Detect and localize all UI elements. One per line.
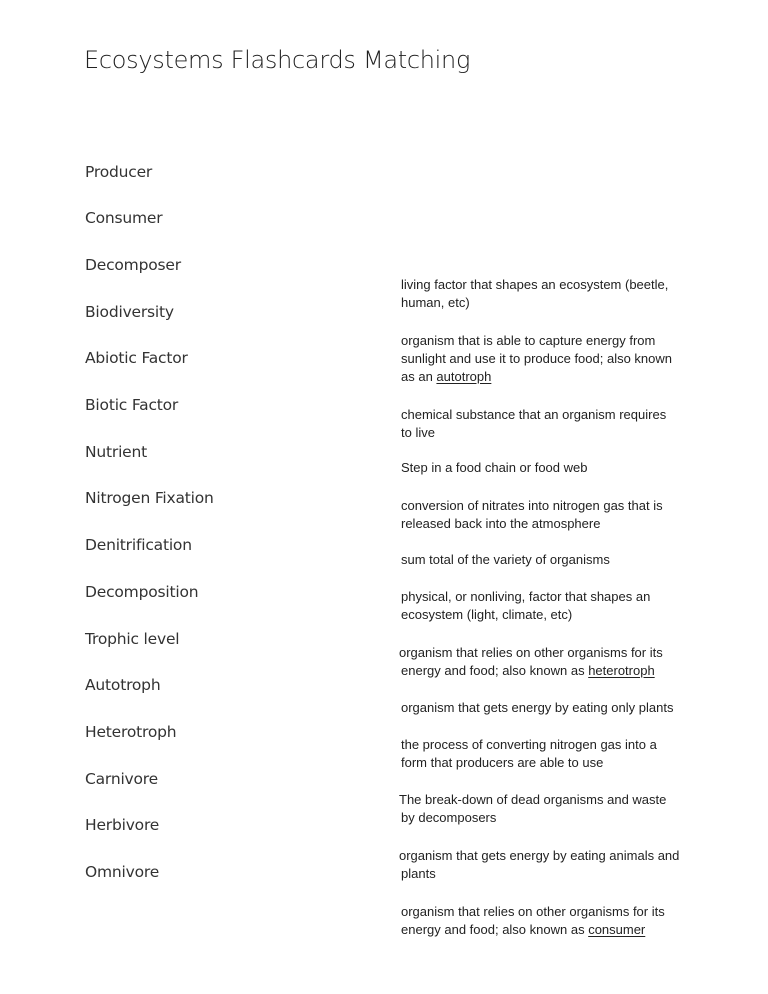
term-heterotroph: Heterotroph bbox=[85, 723, 177, 741]
definition-biotic-factor: living factor that shapes an ecosystem (beetle, human, etc) bbox=[401, 277, 669, 310]
term-trophic-level: Trophic level bbox=[85, 630, 180, 648]
definition-nutrient: chemical substance that an organism requires to live bbox=[401, 407, 667, 440]
definition-trophic-level: Step in a food chain or food web bbox=[401, 460, 588, 475]
definition-biodiversity: sum total of the variety of organisms bbox=[401, 552, 610, 567]
definition-decomposition: The break-down of dead organisms and waste by decomposers bbox=[399, 792, 667, 825]
term-consumer: Consumer bbox=[85, 209, 163, 227]
term-decomposition: Decomposition bbox=[85, 583, 199, 601]
underlined-term-autotroph: autotroph bbox=[436, 369, 492, 384]
term-producer: Producer bbox=[85, 163, 153, 181]
definition-omnivore: organism that gets energy by eating animals and plants bbox=[399, 848, 680, 881]
term-omnivore: Omnivore bbox=[85, 863, 160, 881]
term-biodiversity: Biodiversity bbox=[85, 303, 174, 321]
definition-nitrogen-fixation: the process of converting nitrogen gas into a form that producers are able to use bbox=[401, 737, 657, 770]
term-denitrification: Denitrification bbox=[85, 536, 192, 554]
term-decomposer: Decomposer bbox=[85, 256, 181, 274]
term-nitrogen-fixation: Nitrogen Fixation bbox=[85, 489, 214, 507]
definition-abiotic-factor: physical, or nonliving, factor that shapes an ecosystem (light, climate, etc) bbox=[401, 589, 651, 622]
term-abiotic-factor: Abiotic Factor bbox=[85, 349, 188, 367]
term-carnivore: Carnivore bbox=[85, 770, 158, 788]
definition-consumer: organism that relies on other organisms for its energy and food; also known as heterotroph bbox=[399, 645, 663, 678]
page-title: Ecosystems Flashcards Matching bbox=[84, 46, 471, 74]
definition-denitrification: conversion of nitrates into nitrogen gas that is released back into the atmosphere bbox=[401, 498, 663, 531]
term-herbivore: Herbivore bbox=[85, 816, 160, 834]
definition-producer: organism that is able to capture energy from sunlight and use it to produce food; also known as an autotroph bbox=[401, 333, 673, 384]
definition-heterotroph: organism that relies on other organisms for its energy and food; also known as consumer bbox=[401, 904, 665, 937]
term-biotic-factor: Biotic Factor bbox=[85, 396, 179, 414]
term-autotroph: Autotroph bbox=[85, 676, 161, 694]
underlined-term-consumer: consumer bbox=[588, 922, 646, 937]
definition-herbivore: organism that gets energy by eating only plants bbox=[401, 700, 674, 715]
underlined-term-heterotroph: heterotroph bbox=[588, 663, 655, 678]
term-nutrient: Nutrient bbox=[85, 443, 148, 461]
